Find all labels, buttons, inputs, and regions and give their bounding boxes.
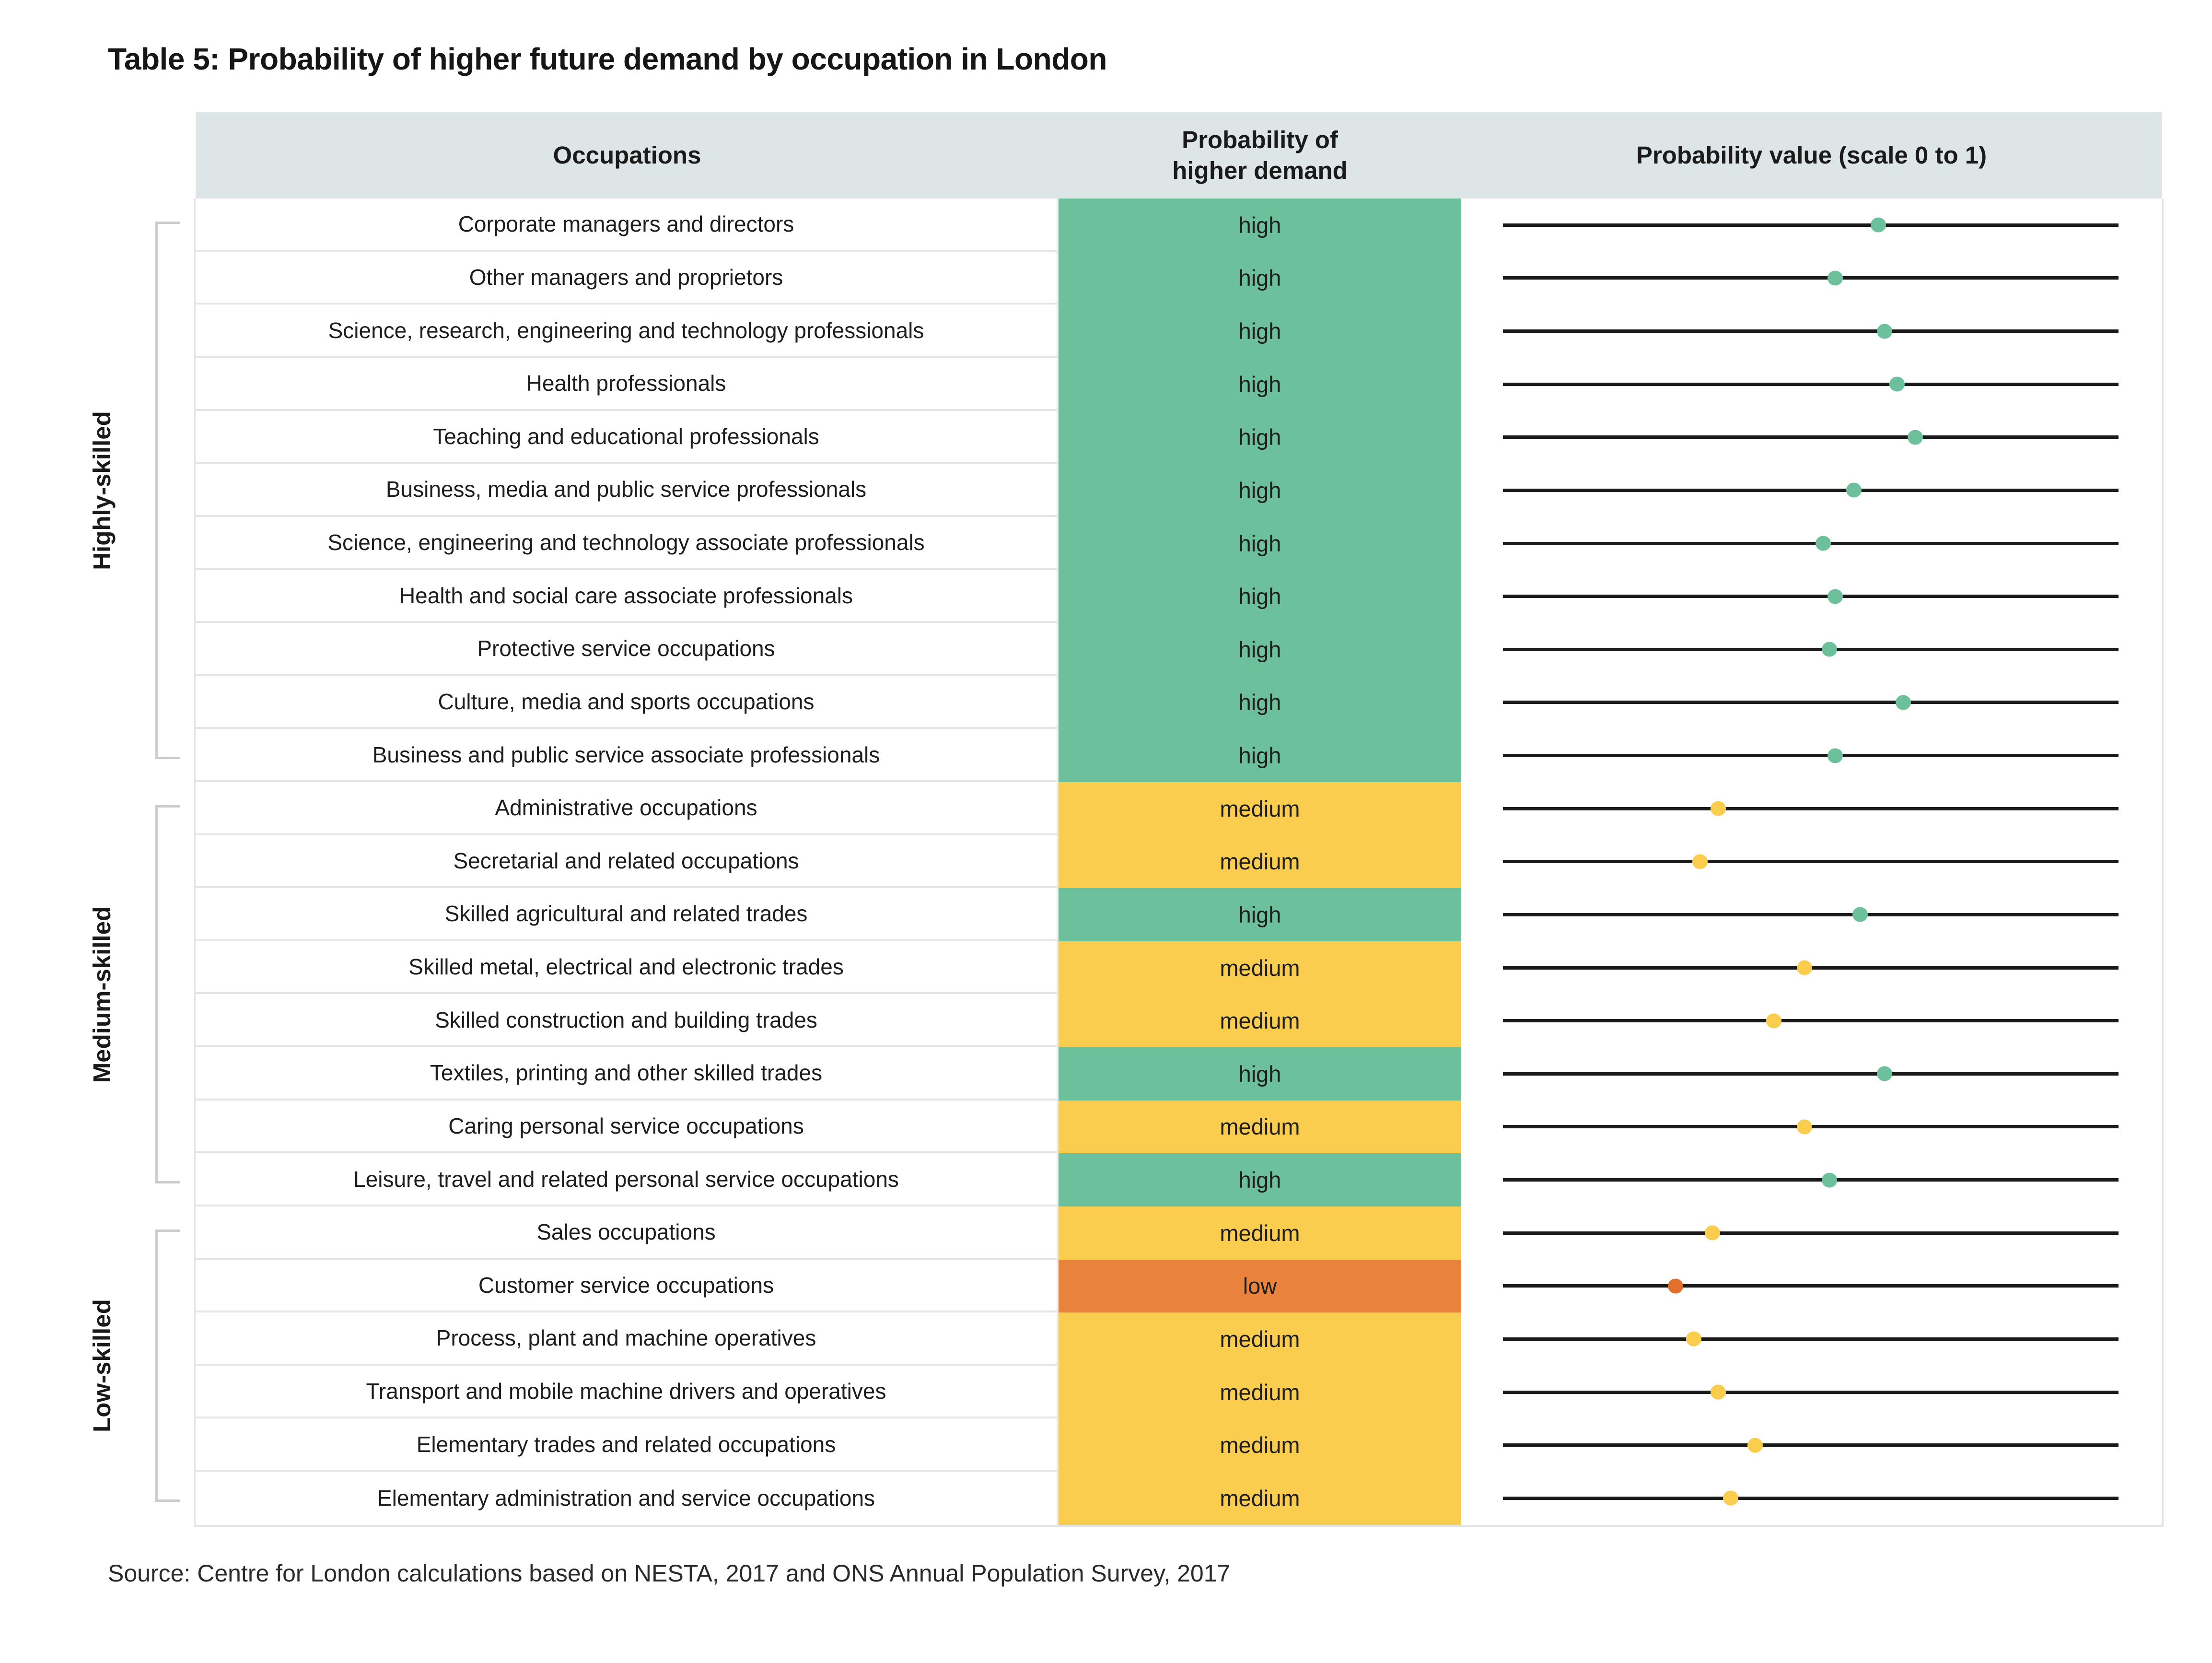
probability-axis-line <box>1503 595 2119 598</box>
probability-dot <box>1896 695 1911 710</box>
occupation-label: Administrative occupations <box>196 782 1059 835</box>
group-bracket-highly-skilled <box>155 222 180 759</box>
probability-dot <box>1723 1491 1738 1506</box>
demand-level-cell: high <box>1059 517 1461 570</box>
probability-dot <box>1822 1172 1837 1187</box>
demand-level-cell: high <box>1059 252 1461 305</box>
probability-dot <box>1871 218 1886 233</box>
probability-dot <box>1692 854 1708 869</box>
table-row <box>196 411 2162 464</box>
probability-dot <box>1816 536 1831 551</box>
table-row <box>196 729 2162 782</box>
probability-dot <box>1711 1385 1726 1400</box>
probability-axis-line <box>1503 1231 2119 1235</box>
probability-dot <box>1852 907 1868 922</box>
table-row <box>196 623 2162 676</box>
probability-value-cell <box>1461 941 2162 995</box>
demand-level-cell: medium <box>1059 994 1461 1047</box>
probability-axis-line <box>1503 701 2119 704</box>
table-row <box>196 676 2162 729</box>
occupation-label: Culture, media and sports occupations <box>196 676 1059 729</box>
probability-dot <box>1877 1066 1892 1081</box>
occupation-label: Caring personal service occupations <box>196 1101 1059 1154</box>
occupation-label: Science, research, engineering and technology professionals <box>196 304 1059 358</box>
demand-table <box>196 112 2162 1525</box>
table-row <box>196 1101 2162 1154</box>
probability-dot <box>1846 483 1862 498</box>
table-row <box>196 570 2162 623</box>
probability-dot <box>1877 324 1892 339</box>
demand-level-cell: high <box>1059 570 1461 623</box>
probability-axis-line <box>1503 329 2119 333</box>
occupation-label: Transport and mobile machine drivers and operatives <box>196 1366 1059 1419</box>
demand-level-cell: medium <box>1059 1101 1461 1154</box>
table-body <box>196 199 2162 1525</box>
probability-dot <box>1711 801 1726 816</box>
column-header-probability-line1: Probability of <box>1182 126 1338 154</box>
occupation-label: Business and public service associate professionals <box>196 729 1059 782</box>
probability-value-cell <box>1461 1047 2162 1101</box>
occupation-label: Protective service occupations <box>196 623 1059 676</box>
table-row <box>196 1472 2162 1525</box>
occupation-label: Skilled construction and building trades <box>196 994 1059 1047</box>
occupation-label: Secretarial and related occupations <box>196 835 1059 889</box>
probability-value-cell <box>1461 782 2162 835</box>
table-row <box>196 517 2162 570</box>
probability-value-cell <box>1461 1418 2162 1472</box>
probability-axis-line <box>1503 1391 2119 1394</box>
occupation-label: Health professionals <box>196 358 1059 411</box>
table-row <box>196 994 2162 1047</box>
probability-value-cell <box>1461 517 2162 570</box>
probability-dot <box>1889 377 1905 392</box>
probability-axis-line <box>1503 1443 2119 1447</box>
probability-axis-line <box>1503 1337 2119 1341</box>
probability-value-cell <box>1461 304 2162 358</box>
table-row <box>196 252 2162 305</box>
demand-level-cell: medium <box>1059 1472 1461 1525</box>
table-row <box>196 1206 2162 1260</box>
table-row <box>196 199 2162 252</box>
probability-dot <box>1668 1278 1683 1293</box>
table-row <box>196 1047 2162 1101</box>
probability-dot <box>1822 642 1837 657</box>
group-bracket-low-skilled <box>155 1230 180 1502</box>
occupation-label: Other managers and proprietors <box>196 252 1059 305</box>
probability-value-cell <box>1461 994 2162 1047</box>
probability-axis-line <box>1503 754 2119 757</box>
group-label-medium-skilled: Medium-skilled <box>88 906 116 1083</box>
occupation-label: Skilled agricultural and related trades <box>196 888 1059 941</box>
table-row <box>196 835 2162 889</box>
source-note: Source: Centre for London calculations based on NESTA, 2017 and ONS Annual Population Survey, 2017 <box>108 1560 1231 1587</box>
occupation-label: Elementary administration and service occupations <box>196 1472 1059 1525</box>
probability-value-cell <box>1461 1260 2162 1313</box>
occupation-label: Business, media and public service professionals <box>196 464 1059 517</box>
probability-axis-line <box>1503 223 2119 227</box>
probability-axis-line <box>1503 489 2119 492</box>
demand-level-cell: high <box>1059 1153 1461 1206</box>
occupation-label: Process, plant and machine operatives <box>196 1312 1059 1366</box>
demand-level-cell: medium <box>1059 1312 1461 1366</box>
probability-value-cell <box>1461 1153 2162 1206</box>
probability-value-cell <box>1461 835 2162 889</box>
occupation-label: Elementary trades and related occupations <box>196 1418 1059 1472</box>
demand-level-cell: high <box>1059 1047 1461 1101</box>
probability-axis-line <box>1503 1284 2119 1288</box>
probability-value-cell <box>1461 464 2162 517</box>
occupation-label: Leisure, travel and related personal service occupations <box>196 1153 1059 1206</box>
probability-dot <box>1828 270 1843 285</box>
probability-dot <box>1797 1119 1812 1134</box>
demand-level-cell: high <box>1059 729 1461 782</box>
probability-axis-line <box>1503 648 2119 651</box>
table-row <box>196 1418 2162 1472</box>
group-bracket-medium-skilled <box>155 805 180 1183</box>
probability-value-cell <box>1461 570 2162 623</box>
probability-value-cell <box>1461 1366 2162 1419</box>
occupation-label: Customer service occupations <box>196 1260 1059 1313</box>
probability-value-cell <box>1461 1206 2162 1260</box>
demand-level-cell: high <box>1059 411 1461 464</box>
occupation-label: Sales occupations <box>196 1206 1059 1260</box>
probability-value-cell <box>1461 1312 2162 1366</box>
probability-value-cell <box>1461 199 2162 252</box>
probability-axis-line <box>1503 276 2119 280</box>
probability-value-cell <box>1461 888 2162 941</box>
probability-axis-line <box>1503 860 2119 863</box>
probability-axis-line <box>1503 1019 2119 1022</box>
probability-value-cell <box>1461 411 2162 464</box>
probability-value-cell <box>1461 623 2162 676</box>
probability-value-cell <box>1461 676 2162 729</box>
probability-value-cell <box>1461 729 2162 782</box>
occupation-label: Skilled metal, electrical and electronic trades <box>196 941 1059 995</box>
probability-dot <box>1828 748 1843 763</box>
probability-dot <box>1828 589 1843 604</box>
occupation-label: Health and social care associate professionals <box>196 570 1059 623</box>
probability-dot <box>1766 1013 1781 1028</box>
table-row <box>196 464 2162 517</box>
demand-level-cell: medium <box>1059 835 1461 889</box>
probability-axis-line <box>1503 542 2119 545</box>
probability-axis-line <box>1503 1072 2119 1076</box>
probability-value-cell <box>1461 252 2162 305</box>
table-row <box>196 1153 2162 1206</box>
demand-level-cell: medium <box>1059 941 1461 995</box>
demand-level-cell: high <box>1059 304 1461 358</box>
probability-axis-line <box>1503 1178 2119 1182</box>
occupation-label: Corporate managers and directors <box>196 199 1059 252</box>
demand-level-cell: high <box>1059 676 1461 729</box>
demand-level-cell: medium <box>1059 1366 1461 1419</box>
demand-level-cell: high <box>1059 464 1461 517</box>
table-row <box>196 358 2162 411</box>
probability-dot <box>1705 1226 1720 1241</box>
probability-axis-line <box>1503 913 2119 916</box>
demand-level-cell: high <box>1059 623 1461 676</box>
demand-level-cell: medium <box>1059 1418 1461 1472</box>
occupation-label: Science, engineering and technology associate professionals <box>196 517 1059 570</box>
demand-level-cell: high <box>1059 358 1461 411</box>
probability-value-cell <box>1461 1101 2162 1154</box>
probability-value-cell <box>1461 1472 2162 1525</box>
probability-dot <box>1747 1438 1763 1452</box>
demand-level-cell: medium <box>1059 782 1461 835</box>
probability-axis-line <box>1503 1497 2119 1500</box>
table-row <box>196 1260 2162 1313</box>
demand-level-cell: high <box>1059 199 1461 252</box>
probability-value-cell <box>1461 358 2162 411</box>
probability-axis-line <box>1503 383 2119 386</box>
probability-axis-line <box>1503 807 2119 810</box>
probability-dot <box>1908 430 1923 445</box>
group-label-low-skilled: Low-skilled <box>88 1299 116 1432</box>
probability-axis-line <box>1503 435 2119 439</box>
group-label-highly-skilled: Highly-skilled <box>88 410 116 570</box>
table-row <box>196 1312 2162 1366</box>
occupation-label: Teaching and educational professionals <box>196 411 1059 464</box>
column-header-occupations: Occupations <box>553 141 701 169</box>
demand-level-cell: low <box>1059 1260 1461 1313</box>
table-row <box>196 1366 2162 1419</box>
page-title: Table 5: Probability of higher future demand by occupation in London <box>108 42 1107 76</box>
column-header-probability-value: Probability value (scale 0 to 1) <box>1636 141 1987 169</box>
probability-dot <box>1686 1332 1701 1347</box>
demand-level-cell: medium <box>1059 1206 1461 1260</box>
demand-level-cell: high <box>1059 888 1461 941</box>
probability-dot <box>1797 960 1812 975</box>
table-row <box>196 304 2162 358</box>
table-row <box>196 941 2162 995</box>
column-header-probability <box>1059 112 1461 199</box>
column-header-probability-line2: higher demand <box>1172 157 1348 184</box>
table-row <box>196 782 2162 835</box>
table-header-row <box>196 112 2162 199</box>
occupation-label: Textiles, printing and other skilled trades <box>196 1047 1059 1101</box>
table-row <box>196 888 2162 941</box>
